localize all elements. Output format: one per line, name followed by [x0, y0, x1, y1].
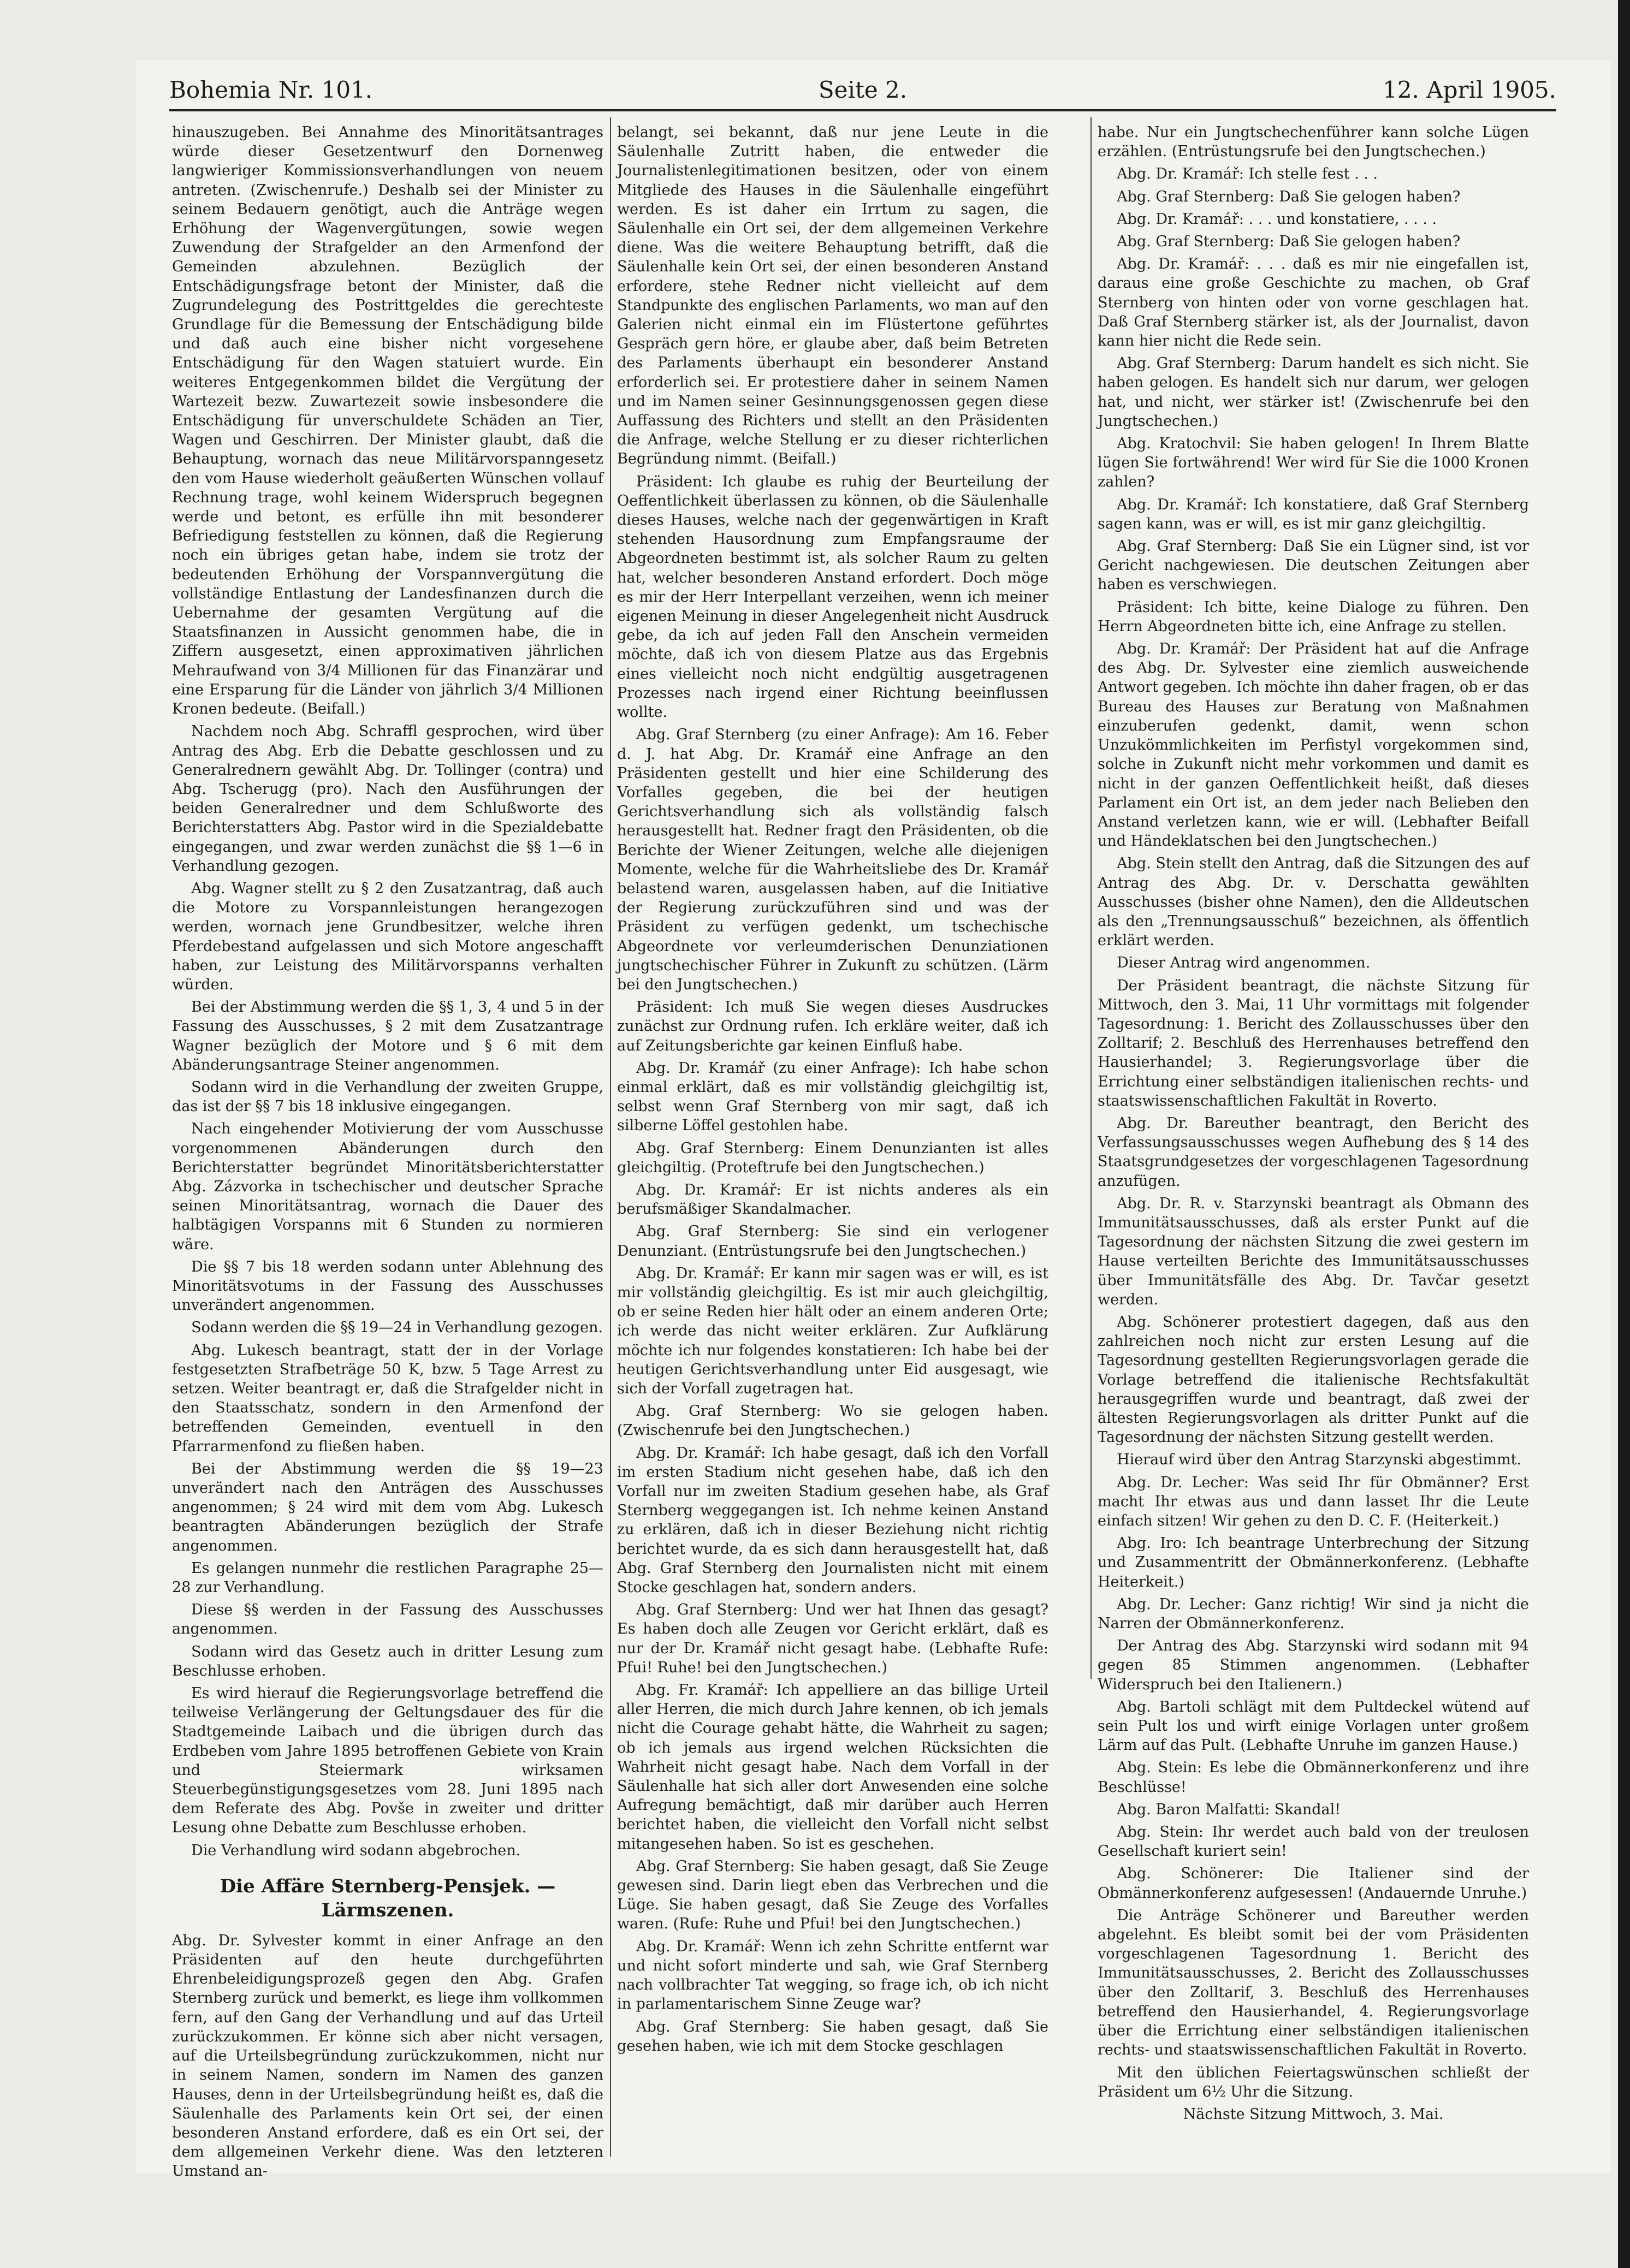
- paragraph: Abg. Graf Sternberg: Daß Sie ein Lügner sind, ist vor Gericht nachgewiesen. Die deutschen Zeitungen aber haben es verschwiegen.: [1098, 538, 1529, 593]
- paragraph: Abg. Schönerer: Die Italiener sind der Obmännerkonferenz aufgesessen! (Andauernde Unruhe.): [1098, 1865, 1529, 1902]
- paragraph: Abg. Stein stellt den Antrag, daß die Sitzungen des auf Antrag des Abg. Dr. v. Derschatta gewählten Ausschusses (bisher ohne Namen), den die Alldeutschen als den „Trennungsausschuß“ bezeichnen, als öffentlich erklärt werden.: [1098, 855, 1529, 949]
- paragraph: Nach eingehender Motivierung der vom Ausschusse vorgenommenen Abänderungen durch den Berichterstatter begründet Minoritätsberichterstatter Abg. Zázvorka in tschechischer und deutscher Sprache seinen Minoritätsantrag, wornach die Dauer des halbtägigen Vorspanns mit 6 Stunden zu normieren wäre.: [172, 1120, 603, 1253]
- paragraph: Der Präsident beantragt, die nächste Sitzung für Mittwoch, den 3. Mai, 11 Uhr vormittags mit folgender Tagesordnung: 1. Bericht des Zollausschusses über den Zolltarif; 2. Beschluß des Herrenhauses betreffend den Hausierhandel; 3. Regierungsvorlage über die Errichtung einer selbständigen italienischen rechts- und staatswissenschaftlichen Fakultät in Roverto.: [1098, 977, 1529, 1109]
- paragraph: Nachdem noch Abg. Schraffl gesprochen, wird über Antrag des Abg. Erb die Debatte geschlossen und zu Generalrednern gewählt Abg. Dr. Tollinger (contra) und Abg. Tscherugg (pro). Nach den Ausführungen der beiden Generalredner und dem Schlußworte des Berichterstatters Abg. Pastor wird in die Spezialdebatte eingegangen, und zwar werden zunächst die §§ 1—6 in Verhandlung gezogen.: [172, 723, 603, 875]
- paragraph: Präsident: Ich muß Sie wegen dieses Ausdruckes zunächst zur Ordnung rufen. Ich erkläre weiter, daß ich auf Zeitungsberichte gar keinen Einfluß habe.: [617, 999, 1048, 1054]
- paragraph: Abg. Graf Sternberg: Daß Sie gelogen haben?: [1117, 233, 1461, 251]
- paragraph: Abg. Kratochvil: Sie haben gelogen! In Ihrem Blatte lügen Sie fortwährend! Wer wird für Sie die 1000 Kronen zahlen?: [1098, 435, 1529, 491]
- paragraph: Abg. Graf Sternberg: Daß Sie gelogen haben?: [1117, 188, 1461, 205]
- paragraph: Abg. Dr. Kramář: Ich konstatiere, daß Graf Sternberg sagen kann, was er will, es ist mir ganz gleichgiltig.: [1098, 496, 1529, 532]
- section-title-line: Lärmszenen.: [321, 1899, 454, 1921]
- section-title-line: Die Affäre Sternberg-Pensjek. —: [220, 1875, 556, 1897]
- paragraph: Abg. Wagner stellt zu § 2 den Zusatzantrag, daß auch die Motore zu Vorspannleistungen herangezogen werden, wornach jene Grundbesitzer, welche ihren Pferdebestand aufgelassen und sich Motore angeschafft haben, zur Leistung des Militärvorspanns verhalten würden.: [172, 880, 603, 993]
- paragraph: Diese §§ werden in der Fassung des Ausschusses angenommen.: [172, 1601, 603, 1638]
- paragraph: Abg. Dr. Kramář: Wenn ich zehn Schritte entfernt war und nicht sofort minderte und sah, wie Graf Sternberg nach vollbrachter Tat wegging, so frage ich, ob ich nicht in parlamentarischem Sinne Zeuge war?: [617, 1938, 1048, 2013]
- paragraph: belangt, sei bekannt, daß nur jene Leute in die Säulenhalle Zutritt haben, die entweder die Journalistenlegitimationen besitzen, oder von einem Mitgliede des Hauses in die Säulenhalle eingeführt werden. Es ist daher ein Irrtum zu sagen, die Säulenhalle ein Ort sei, der dem allgemeinen Verkehre diene. Was die weitere Behauptung betrifft, daß die Säulenhalle kein Ort sei, der einen besonderen Anstand erfordere, stehe Redner nicht vielleicht auf dem Standpunkte des englischen Parlaments, wo man auf den Galerien nicht einmal ein im Flüstertone geführtes Gespräch gern höre, er glaube aber, daß beim Betreten des Parlaments überhaupt ein besonderer Anstand erforderlich sei. Er protestiere daher in seinem Namen und im Namen seiner Gesinnungsgenossen gegen diese Auffassung des Richters und stellt an den Präsidenten die Anfrage, welche Stellung er zu dieser richterlichen Begründung nimmt. (Beifall.): [617, 124, 1048, 468]
- paragraph: habe. Nur ein Jungtschechenführer kann solche Lügen erzählen. (Entrüstungsrufe bei den Jungtschechen.): [1098, 124, 1529, 161]
- paragraph: Präsident: Ich bitte, keine Dialoge zu führen. Den Herrn Abgeordneten bitte ich, eine Anfrage zu stellen.: [1098, 598, 1529, 635]
- paragraph: Abg. Dr. Kramář: Er ist nichts anderes als ein berufsmäßiger Skandalmacher.: [617, 1181, 1048, 1218]
- paragraph: Die Anträge Schönerer und Bareuther werden abgelehnt. Es bleibt somit bei der vom Präsidenten vorgeschlagenen Tagesordnung 1. Bericht des Immunitätsausschusses, 2. Bericht des Zollausschusses über den Zolltarif, 3. Beschluß des Herrenhauses betreffend den Hausierhandel, 4. Regierungsvorlage über die Errichtung einer selbständigen italienischen rechts- und staatswissenschaftlichen Fakultät in Roverto.: [1098, 1907, 1529, 2059]
- issue-date: 12. April 1905.: [1383, 76, 1556, 103]
- paragraph: Die §§ 7 bis 18 werden sodann unter Ablehnung des Minoritätsvotums in der Fassung des Ausschusses unverändert angenommen.: [172, 1258, 603, 1314]
- paragraph: Abg. Dr. Lecher: Ganz richtig! Wir sind ja nicht die Narren der Obmännerkonferenz.: [1098, 1595, 1529, 1632]
- paragraph: Abg. Dr. R. v. Starzynski beantragt als Obmann des Immunitätsausschusses, daß als erster Punkt auf die Tagesordnung der nächsten Sitzung die zwei gestern im Hause verteilten Berichte des Immunitätsausschusses über Immunitätsfälle des Abg. Dr. Tavčar gesetzt werden.: [1098, 1195, 1529, 1308]
- paragraph: Abg. Dr. Sylvester kommt in einer Anfrage an den Präsidenten auf den heute durchgeführten Ehrenbeleidigungsprozeß gegen den Abg. Grafen Sternberg zurück und bemerkt, es liege ihm vollkommen fern, auf den Gang der Verhandlung und auf das Urteil zurückzukommen. Er könne sich aber nicht versagen, auf die Urteilsbegründung zurückzukommen, nicht nur in seinem Namen, sondern im Namen des ganzen Hauses, denn in der Urteilsbegründung heißt es, daß die Säulenhalle des Parlaments kein Ort sei, der einen besonderen Anstand erfordere, daß es ein Ort sei, der dem allgemeinen Verkehr diene. Was den letzteren Umstand an-: [172, 1932, 603, 2180]
- paragraph: Abg. Iro: Ich beantrage Unterbrechung der Sitzung und Zusammentritt der Obmännerkonferenz. (Lebhafte Heiterkeit.): [1098, 1535, 1529, 1590]
- page-number: Seite 2.: [818, 76, 908, 103]
- paragraph: Sodann wird das Gesetz auch in dritter Lesung zum Beschlusse erhoben.: [172, 1643, 603, 1679]
- paragraph: Abg. Fr. Kramář: Ich appelliere an das billige Urteil aller Herren, die mich durch Jahre kennen, ob ich jemals nicht die Courage gehabt hätte, die Wahrheit zu sagen; ob ich jemals aus irgend welchen Rücksichten die Wahrheit nicht gesagt habe. Nach dem Vorfall in der Säulenhalle hat sich aller dort Anwesenden eine solche Aufregung bemächtigt, daß mir darüber auch Herren berichtet haben, die vielleicht den Vorfall nicht selbst mitangesehen haben. So ist es geschehen.: [617, 1682, 1048, 1853]
- paragraph: Abg. Graf Sternberg: Sie sind ein verlogener Denunziant. (Entrüstungsrufe bei den Jungtschechen.): [617, 1223, 1048, 1260]
- paragraph: Abg. Dr. Lecher: Was seid Ihr für Obmänner? Erst macht Ihr etwas aus und dann lasset Ihr die Leute einfach sitzen! Wir gehen zu den D. C. F. (Heiterkeit.): [1098, 1474, 1529, 1530]
- paragraph: Abg. Graf Sternberg: Wo sie gelogen haben. (Zwischenrufe bei den Jungtschechen.): [617, 1403, 1048, 1439]
- column-divider: [1090, 117, 1092, 1679]
- header-rule: [169, 109, 1556, 111]
- paragraph: Es gelangen nunmehr die restlichen Paragraphe 25—28 zur Verhandlung.: [172, 1559, 603, 1596]
- paragraph: Abg. Stein: Es lebe die Obmännerkonferenz und ihre Beschlüsse!: [1098, 1759, 1529, 1796]
- paragraph: Abg. Graf Sternberg: Darum handelt es sich nicht. Sie haben gelogen. Es handelt sich nur darum, wer gelogen hat, und nicht, wer stärker ist! (Zwischenrufe bei den Jungtschechen.): [1098, 355, 1529, 430]
- paragraph: hinauszugeben. Bei Annahme des Minoritätsantrages würde dieser Gesetzentwurf den Dornenweg langwieriger Kommissionsverhandlungen von neuem antreten. (Zwischenrufe.) Deshalb sei der Minister zu seinem Bedauern genötigt, auch die Anträge wegen Erhöhung der Wagenvergütungen, sowie wegen Zuwendung der Strafgelder an den Armenfond der Gemeinden abzulehnen. Bezüglich der Entschädigungsfrage betont der Minister, daß die Zugrundelegung des Postrittgeldes die gerechteste Grundlage für die Bemessung der Entschädigung bilde und daß auch eine bisher nicht vorgesehene Entschädigung für den Wagen statuiert wurde. Ein weiteres Entgegenkommen bildet die Vergütung der Wartezeit bezw. Zuwartezeit sowie insbesondere die Entschädigung für unverschuldete Schäden an Tier, Wagen und Geschirren. Der Minister glaubt, daß die Behauptung, wornach das neue Militärvorspanngesetz den vom Hause wiederholt geäußerten Wünschen vollauf Rechnung trage, wohl keinem Widerspruch begegnen werde und betont, es erfülle ihn mit besonderer Befriedigung feststellen zu können, daß die Regierung noch ein übriges getan habe, indem sie trotz der bedeutenden Erhöhung der Vorspannvergütung die vollständige Entlastung der Landesfinanzen durch die Uebernahme der gesamten Vergütung auf die Staatsfinanzen in Aussicht genommen habe, die in Ziffern ausgesetzt, einen approximativen jährlichen Mehraufwand von 3/4 Millionen für das Finanzärar und eine Ersparung für die Länder von jährlich 3/4 Millionen Kronen bedeute. (Beifall.): [172, 124, 603, 718]
- paragraph: Abg. Baron Malfatti: Skandal!: [1117, 1801, 1341, 1818]
- paragraph: Präsident: Ich glaube es ruhig der Beurteilung der Oeffentlichkeit überlassen zu können, ob die Säulenhalle dieses Hauses, welche nach der gegenwärtigen in Kraft stehenden Hausordnung zum Empfangsraume der Abgeordneten bestimmt ist, als solcher Raum zu gelten hat, welcher besonderen Anstand erfordert. Doch möge es mir der Herr Interpellant verzeihen, wenn ich meiner eigenen Meinung in dieser Angelegenheit nicht Ausdruck gebe, da ich auf jeden Fall den Anschein vermeiden möchte, daß ich von diesem Platze aus das Ergebnis eines vielleicht noch nicht endgültig ausgetragenen Prozesses nach irgend einer Richtung beeinflussen wollte.: [617, 473, 1048, 721]
- page-header: [169, 71, 1556, 115]
- paragraph: Abg. Graf Sternberg (zu einer Anfrage): Am 16. Feber d. J. hat Abg. Dr. Kramář eine Anfrage an den Präsidenten gestellt und hier eine Schilderung des Vorfalles gegeben, die bei der heutigen Gerichtsverhandlung sich als vollständig falsch herausgestellt hat. Redner fragt den Präsidenten, ob die Berichte der Wiener Zeitungen, welche alle diejenigen Momente, welche für die Wahrheitsliebe des Dr. Kramář belastend waren, ausgelassen haben, auf die Initiative der Regierung zurückzuführen sind und was der Präsident zu verfügen gedenkt, um tschechische Abgeordnete vor verleumderischen Denunziationen jungtschechischer Führer in Zukunft zu schützen. (Lärm bei den Jungtschechen.): [617, 726, 1048, 993]
- section-title: [172, 1874, 603, 1922]
- paragraph: Sodann werden die §§ 19—24 in Verhandlung gezogen.: [191, 1319, 603, 1337]
- paragraph: Der Antrag des Abg. Starzynski wird sodann mit 94 gegen 85 Stimmen angenommen. (Lebhafter Widerspruch bei den Italienern.): [1098, 1637, 1529, 1693]
- paragraph: Mit den üblichen Feiertagswünschen schließt der Präsident um 6½ Uhr die Sitzung.: [1098, 2064, 1529, 2100]
- paragraph: Abg. Lukesch beantragt, statt der in der Vorlage festgesetzten Strafbeträge 50 K, bzw. 5 Tage Arrest zu setzen. Weiter beantragt er, daß die Strafgelder nicht in den Staatsschatz, sondern in den Armenfond der betreffenden Gemeinden, eventuell in den Pfarrarmenfond zu fließen haben.: [172, 1341, 603, 1455]
- paragraph: Abg. Dr. Kramář: Er kann mir sagen was er will, es ist mir vollständig gleichgiltig. Es ist mir auch gleichgiltig, ob er seine Reden hier hält oder an einem anderen Orte; ich werde das nicht weiter erklären. Zur Aufklärung möchte ich nur folgendes konstatieren: Ich habe bei der heutigen Gerichtsverhandlung unter Eid ausgesagt, wie sich der Vorfall zugetragen hat.: [617, 1264, 1048, 1397]
- paragraph: Die Verhandlung wird sodann abgebrochen.: [191, 1842, 521, 1859]
- paragraph: Es wird hierauf die Regierungsvorlage betreffend die teilweise Verlängerung der Geltungsdauer des für die Stadtgemeinde Laibach und die übrigen durch das Erdbeben vom Jahre 1895 betroffenen Gebiete von Krain und Steiermark wirksamen Steuerbegünstigungsgesetzes vom 28. Juni 1895 nach dem Referate des Abg. Povše in zweiter und dritter Lesung ohne Debatte zum Beschlusse erhoben.: [172, 1685, 603, 1837]
- paragraph: Abg. Dr. Bareuther beantragt, den Bericht des Verfassungsausschusses wegen Aufhebung des § 14 des Staatsgrundgesetzes der vorgeschlagenen Tagesordnung anzufügen.: [1098, 1114, 1529, 1190]
- column-2: [617, 123, 1048, 2059]
- paragraph: Abg. Graf Sternberg: Sie haben gesagt, daß Sie gesehen haben, wie ich mit dem Stocke geschlagen: [617, 2018, 1048, 2055]
- column-1: [172, 123, 603, 2184]
- next-session-note: Nächste Sitzung Mittwoch, 3. Mai.: [1183, 2105, 1444, 2123]
- scan-edge: [1618, 0, 1630, 2268]
- column-divider: [610, 117, 611, 2157]
- paragraph: Abg. Graf Sternberg: Sie haben gesagt, daß Sie Zeuge gewesen sind. Darin liegt eben das Verbrechen und die Lüge. Sie haben gesagt, daß Sie Zeuge des Vorfalles waren. (Rufe: Ruhe und Pfui! bei den Jungtschechen.): [617, 1857, 1048, 1933]
- paragraph: Abg. Graf Sternberg: Einem Denunzianten ist alles gleichgiltig. (Proteftrufe bei den Jungtschechen.): [617, 1139, 1048, 1176]
- paragraph: Abg. Stein: Ihr werdet auch bald von der treulosen Gesellschaft kuriert sein!: [1098, 1824, 1529, 1860]
- paragraph: Abg. Dr. Kramář: . . . und konstatiere, . . . .: [1117, 210, 1437, 228]
- paragraph: Abg. Dr. Kramář: . . . daß es mir nie eingefallen ist, daraus eine große Geschichte zu machen, ob Graf Sternberg von hinten oder von vorne geschlagen hat. Daß Graf Sternberg stärker ist, als der Journalist, davon kann hier nicht die Rede sein.: [1098, 256, 1529, 350]
- paragraph: Bei der Abstimmung werden die §§ 1, 3, 4 und 5 in der Fassung des Ausschusses, § 2 mit dem Zusatzantrage Wagner bezüglich der Motore und § 6 mit dem Abänderungsantrage Steiner angenommen.: [172, 999, 603, 1073]
- paragraph: Abg. Dr. Kramář: Ich stelle fest . . .: [1117, 165, 1378, 183]
- paragraph: Abg. Graf Sternberg: Und wer hat Ihnen das gesagt? Es haben doch alle Zeugen vor Gericht erklärt, daß es nur der Dr. Kramář nicht gesagt habe. (Lebhafte Rufe: Pfui! Ruhe! bei den Jungtschechen.): [617, 1601, 1048, 1676]
- paragraph: Abg. Dr. Kramář (zu einer Anfrage): Ich habe schon einmal erklärt, daß es mir vollständig gleichgiltig ist, selbst wenn Graf Sternberg von mir sagt, daß ich silberne Löffel gestohlen habe.: [617, 1059, 1048, 1135]
- column-3: [1098, 123, 1529, 2127]
- paragraph: Abg. Dr. Kramář: Ich habe gesagt, daß ich den Vorfall im ersten Stadium nicht gesehen habe, daß ich den Vorfall nur im zweiten Stadium gesehen habe, als Graf Sternberg weggegangen ist. Ich nehme keinen Anstand zu erklären, daß ich in dieser Beziehung nicht richtig berichtet wurde, da es sich dann herausgestellt hat, daß Abg. Graf Sternberg den Journalisten nicht mit einem Stocke geschlagen hat, sondern anders.: [617, 1444, 1048, 1596]
- paragraph: Abg. Schönerer protestiert dagegen, daß aus den zahlreichen noch nicht zur ersten Lesung auf die Tagesordnung gestellten Regierungsvorlagen gerade die Vorlage betreffend die italienische Rechtsfakultät herausgegriffen wurde und beantragt, daß zwei der ältesten Regierungsvorlagen als dritter Punkt auf die Tagesordnung der nächsten Sitzung gestellt werden.: [1098, 1313, 1529, 1446]
- paragraph: Abg. Bartoli schlägt mit dem Pultdeckel wütend auf sein Pult los und wirft einige Vorlagen unter großem Lärm auf das Pult. (Lebhafte Unruhe im ganzen Hause.): [1098, 1698, 1529, 1754]
- newspaper-issue: Bohemia Nr. 101.: [169, 76, 373, 103]
- paragraph: Hierauf wird über den Antrag Starzynski abgestimmt.: [1117, 1451, 1521, 1469]
- paragraph: Abg. Dr. Kramář: Der Präsident hat auf die Anfrage des Abg. Dr. Sylvester eine ziemlich ausweichende Antwort gegeben. Ich möchte ihn daher fragen, ob er das Bureau des Hauses zur Beratung von Maßnahmen einzuberufen gedenkt, damit, wenn schon Unzukömmlichkeiten im Perfistyl vorgekommen sind, solche in Zukunft nicht mehr vorkommen und damit es nicht in der ganzen Oeffentlichkeit heißt, daß dieses Parlament ein Ort ist, an dem jeder nach Belieben den Anstand verletzen kann, wie er will. (Lebhafter Beifall und Händeklatschen bei den Jungtschechen.): [1098, 640, 1529, 850]
- paragraph: Dieser Antrag wird angenommen.: [1117, 954, 1371, 972]
- paragraph: Bei der Abstimmung werden die §§ 19—23 unverändert nach den Anträgen des Ausschusses angenommen; § 24 wird mit dem vom Abg. Lukesch beantragten Abänderungen bezüglich der Strafe angenommen.: [172, 1460, 603, 1554]
- paragraph: Sodann wird in die Verhandlung der zweiten Gruppe, das ist der §§ 7 bis 18 inklusive eingegangen.: [172, 1078, 603, 1115]
